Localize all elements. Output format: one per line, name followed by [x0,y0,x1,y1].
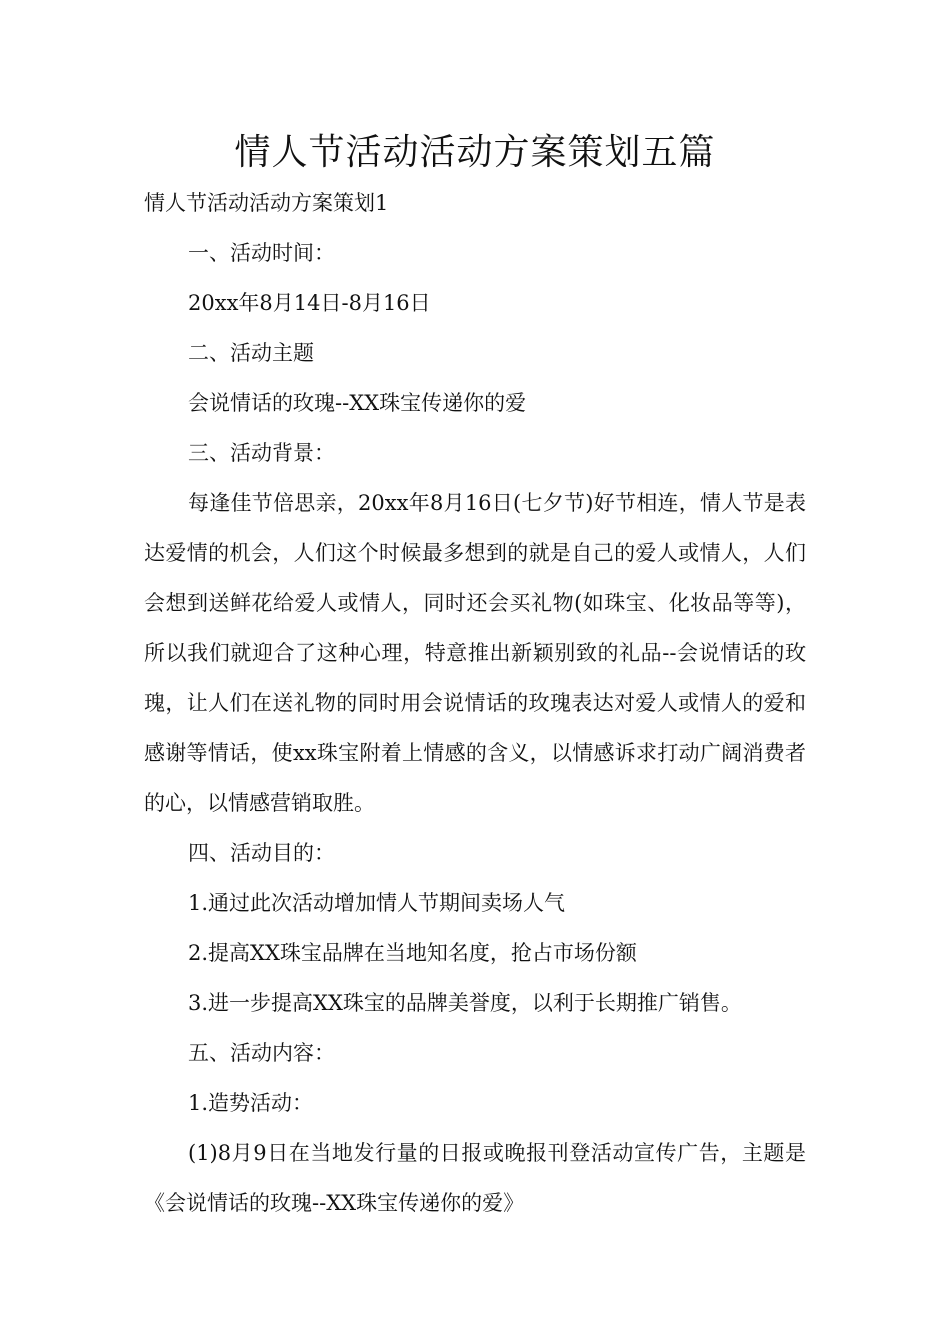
content-item: 1.造势活动： [188,1091,314,1115]
activity-background-paragraph: 每逢佳节倍思亲，20xx年8月16日(七夕节)好节相连，情人节是表达爱情的机会，人们这个时候最多想到的就是自己的爱人或情人，人们会想到送鲜花给爱人或情人，同时还会买礼物(如珠宝、化妆品等等)，所以我们就迎合了这种心理，特意推出新颖别致的礼品--会说情话的玫瑰，让人们在送礼物的同时用会说情话的玫瑰表达对爱人或情人的爱和感谢等情话，使xx珠宝附着上情感的含义，以情感诉求打动广阔消费者的心，以情感营销取胜。 [144,491,806,815]
goal-item: 2.提高XX珠宝品牌在当地知名度，抢占市场份额 [188,941,637,965]
goal-item: 3.进一步提高XX珠宝的品牌美誉度，以利于长期推广销售。 [188,991,742,1015]
activity-goals-heading: 四、活动目的： [188,841,335,865]
activity-theme-heading: 二、活动主题 [188,341,314,365]
document-body [144,178,806,1228]
activity-theme-value: 会说情话的玫瑰--XX珠宝传递你的爱 [188,391,527,415]
activity-background-heading: 三、活动背景： [188,441,335,465]
document-title: 情人节活动活动方案策划五篇 [234,132,716,173]
activity-time-heading: 一、活动时间： [188,241,335,265]
goal-item: 1.通过此次活动增加情人节期间卖场人气 [188,891,566,915]
activity-time-value: 20xx年8月14日-8月16日 [188,291,431,315]
activity-content-heading: 五、活动内容： [188,1041,335,1065]
content-paragraph: (1)8月9日在当地发行量的日报或晚报刊登活动宣传广告，主题是《会说情话的玫瑰--XX珠宝传递你的爱》 [144,1141,806,1215]
section-heading: 情人节活动活动方案策划1 [144,191,389,215]
